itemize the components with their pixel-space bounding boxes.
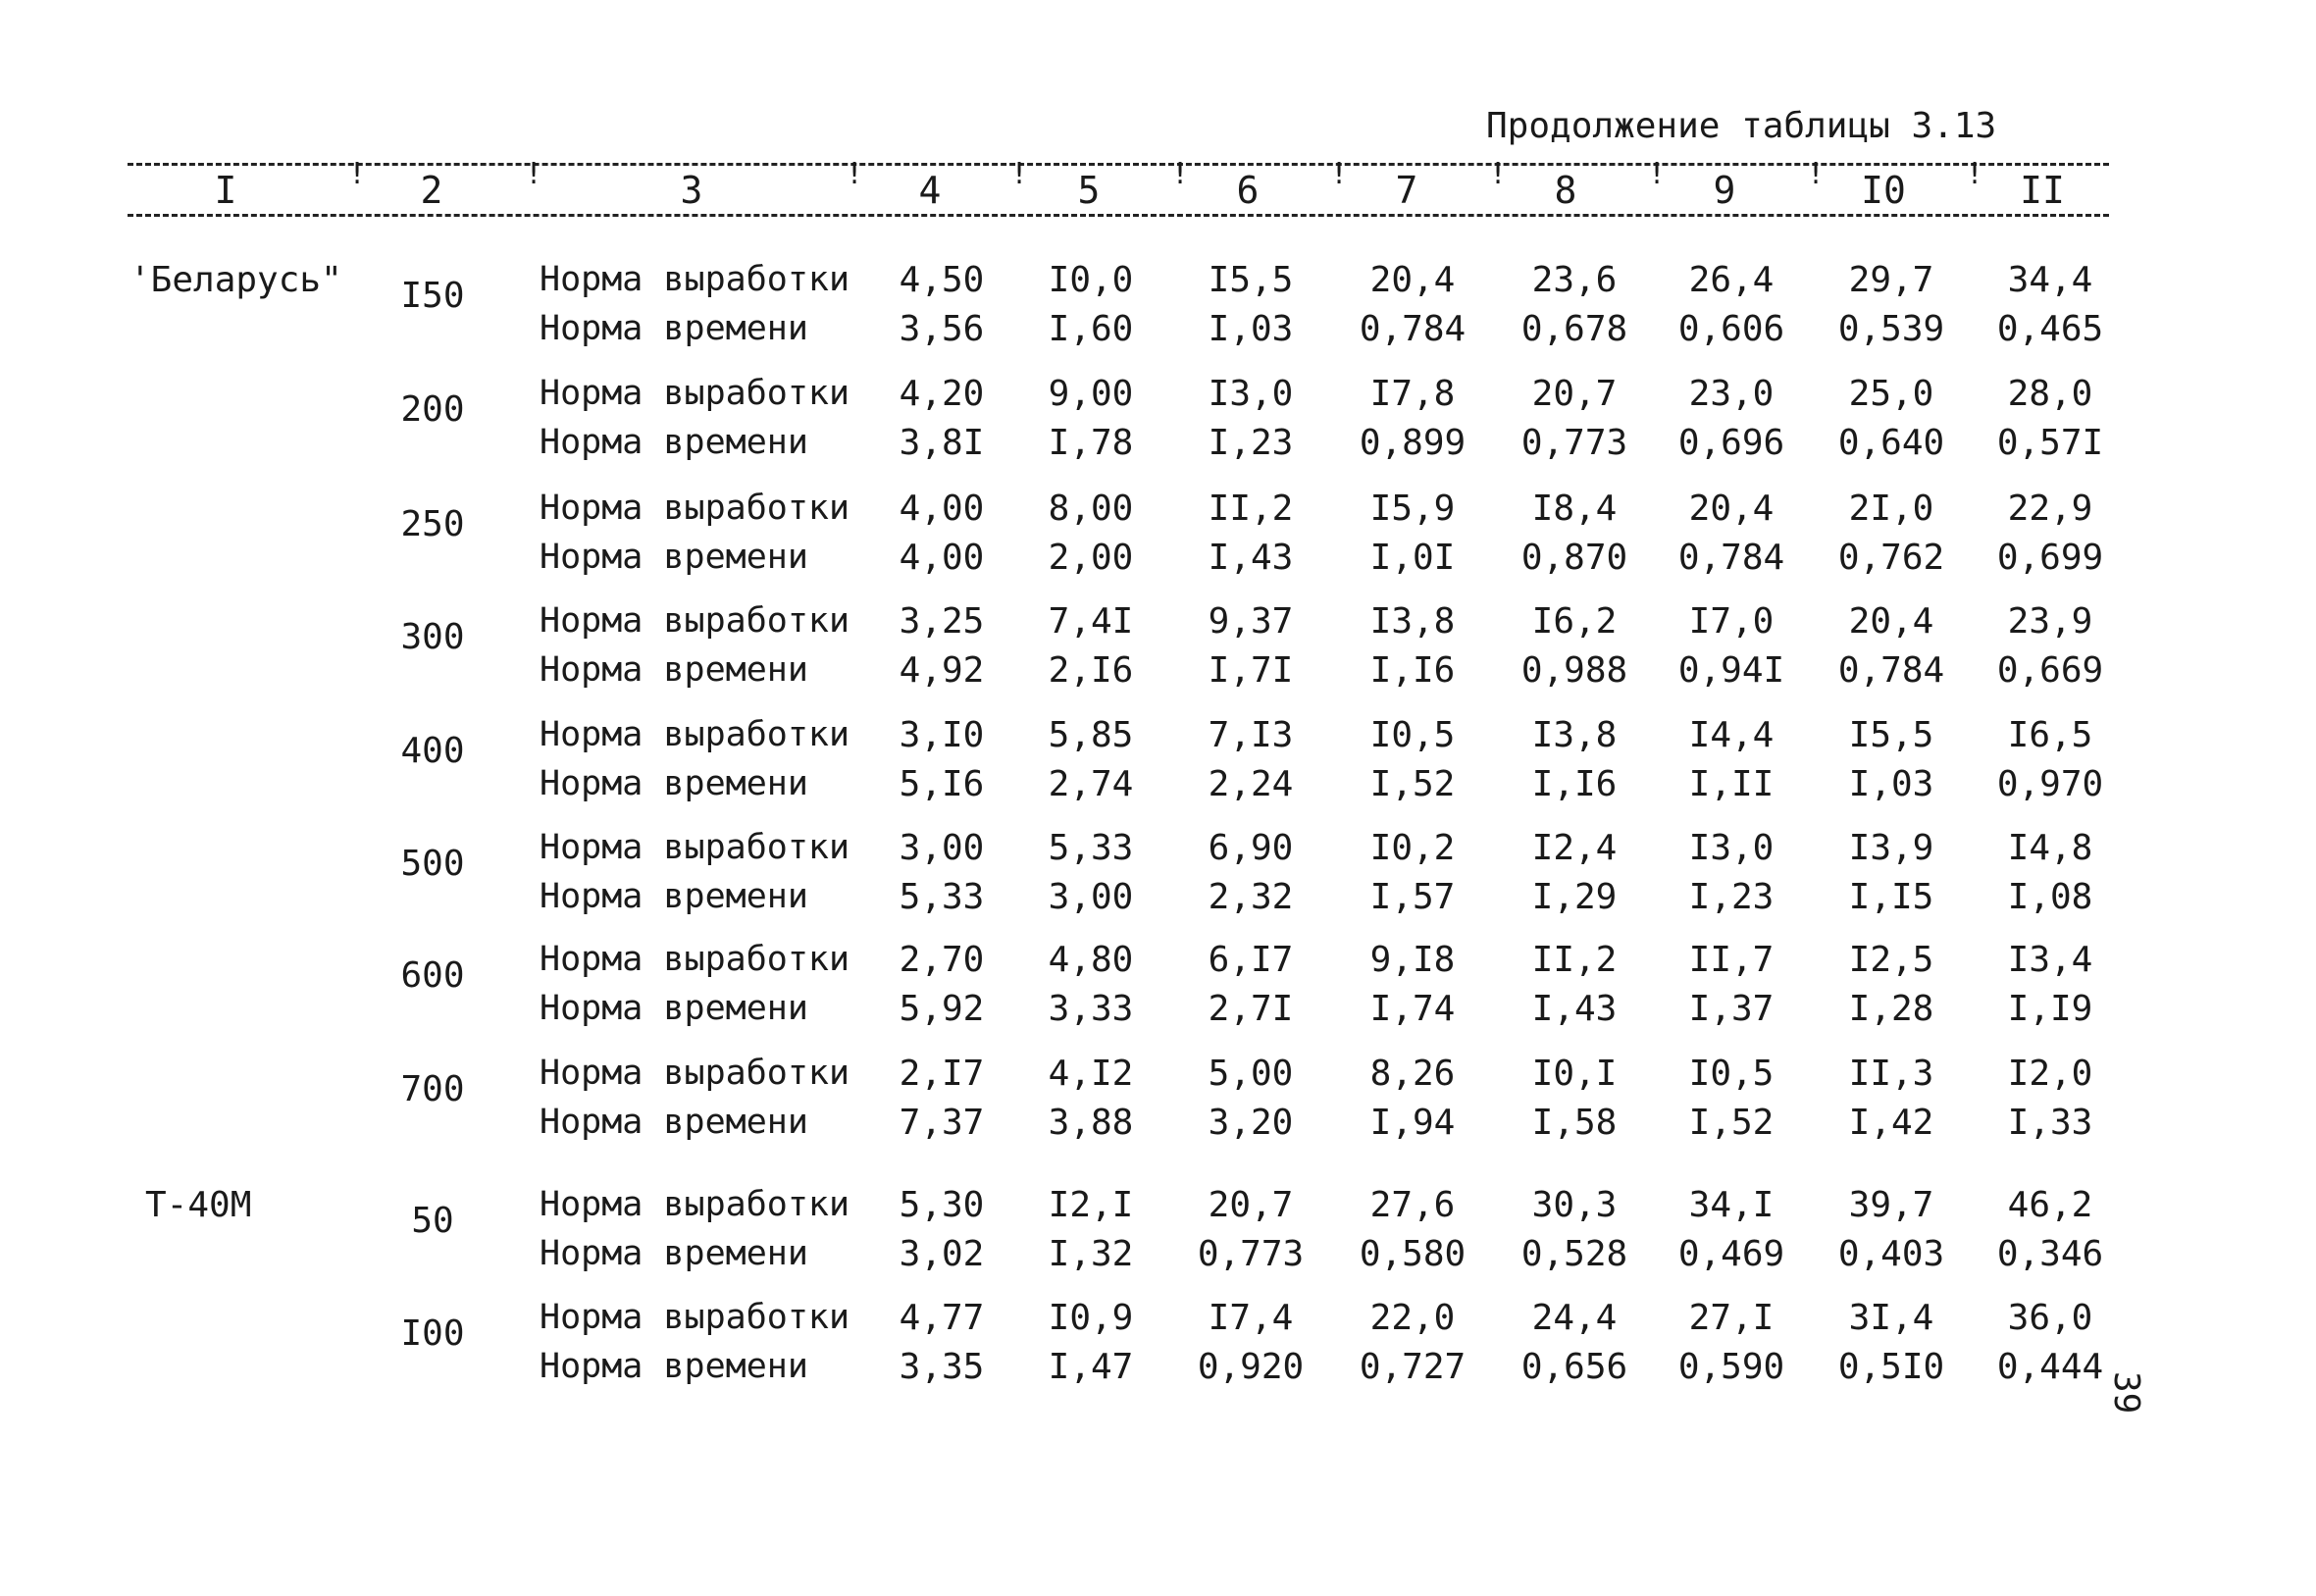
table-cell: I,29 [1531,877,1618,917]
label-output-norm: Норма выработки [540,601,850,641]
table-cell: 3,8I [899,423,985,463]
table-cell: 29,7 [1848,260,1934,300]
machine-name: Т-40М [145,1185,252,1225]
table-cell: 3,20 [1208,1103,1294,1143]
table-cell: 23,6 [1531,260,1618,300]
machine-name: 'Беларусь" [129,260,342,300]
column-divider-8: ! [1648,157,1667,191]
column-header-10: I0 [1861,169,1906,212]
table-cell: 3,88 [1048,1103,1134,1143]
table-cell: 5,I6 [899,764,985,804]
table-cell: 0,580 [1359,1234,1467,1274]
table-cell: I,23 [1208,423,1294,463]
load-value: I50 [400,276,465,316]
table-cell: 9,00 [1048,374,1134,414]
table-cell: I4,4 [1688,715,1775,755]
table-cell: 0,784 [1359,309,1467,349]
table-cell: 20,4 [1688,489,1775,529]
table-cell: 22,0 [1369,1298,1456,1338]
label-time-norm: Норма времени [540,989,808,1028]
table-cell: 0,773 [1520,423,1628,463]
table-cell: I0,0 [1048,260,1134,300]
label-time-norm: Норма времени [540,1347,808,1386]
column-header-7: 7 [1395,169,1418,212]
label-output-norm: Норма выработки [540,828,850,867]
table-cell: 0,346 [1996,1234,2104,1274]
table-cell: I,42 [1848,1103,1934,1143]
label-time-norm: Норма времени [540,423,808,462]
label-output-norm: Норма выработки [540,715,850,754]
table-cell: I,I6 [1531,764,1618,804]
table-cell: I,33 [2007,1103,2093,1143]
header-rule-bottom [128,214,2109,217]
table-cell: I5,9 [1369,489,1456,529]
table-cell: I,43 [1208,538,1294,578]
table-cell: 3,35 [899,1347,985,1387]
table-cell: II,3 [1848,1054,1934,1094]
table-cell: 22,9 [2007,489,2093,529]
table-cell: 0,656 [1520,1347,1628,1387]
column-header-3: 3 [680,169,703,212]
table-cell: 4,00 [899,489,985,529]
label-time-norm: Норма времени [540,877,808,916]
table-cell: 0,640 [1837,423,1945,463]
table-cell: 36,0 [2007,1298,2093,1338]
load-value: 250 [400,504,465,544]
table-cell: I2,0 [2007,1054,2093,1094]
label-time-norm: Норма времени [540,764,808,803]
table-cell: 23,0 [1688,374,1775,414]
table-cell: 6,90 [1208,828,1294,868]
load-value: 600 [400,955,465,996]
table-cell: I,03 [1848,764,1934,804]
table-cell: 24,4 [1531,1298,1618,1338]
table-cell: I0,5 [1369,715,1456,755]
column-header-9: 9 [1713,169,1736,212]
table-cell: 0,784 [1677,538,1785,578]
table-cell: 4,80 [1048,940,1134,980]
table-cell: I3,8 [1369,601,1456,642]
table-cell: I,60 [1048,309,1134,349]
table-cell: 20,7 [1531,374,1618,414]
table-caption: Продолжение таблицы 3.13 [1486,106,1997,146]
label-output-norm: Норма выработки [540,374,850,413]
load-value: I00 [400,1313,465,1354]
table-cell: 0,444 [1996,1347,2104,1387]
table-cell: 34,4 [2007,260,2093,300]
column-divider-3: ! [846,157,864,191]
column-header-5: 5 [1077,169,1101,212]
table-cell: 4,00 [899,538,985,578]
table-cell: 8,26 [1369,1054,1456,1094]
table-cell: 4,92 [899,650,985,691]
table-cell: 0,606 [1677,309,1785,349]
table-cell: 7,37 [899,1103,985,1143]
table-cell: I6,5 [2007,715,2093,755]
table-cell: 0,784 [1837,650,1945,691]
table-cell: 3,I0 [899,715,985,755]
table-cell: I,52 [1369,764,1456,804]
table-cell: 20,4 [1848,601,1934,642]
table-cell: 0,403 [1837,1234,1945,1274]
table-cell: 3,56 [899,309,985,349]
table-cell: 0,696 [1677,423,1785,463]
table-cell: II,7 [1688,940,1775,980]
table-cell: 0,699 [1996,538,2104,578]
table-cell: I7,4 [1208,1298,1294,1338]
table-cell: I6,2 [1531,601,1618,642]
table-cell: 20,7 [1208,1185,1294,1225]
label-output-norm: Норма выработки [540,1298,850,1337]
table-cell: I,I5 [1848,877,1934,917]
table-cell: 2,00 [1048,538,1134,578]
table-cell: 2I,0 [1848,489,1934,529]
table-cell: I,58 [1531,1103,1618,1143]
table-cell: 0,469 [1677,1234,1785,1274]
column-divider-6: ! [1330,157,1349,191]
table-cell: I,37 [1688,989,1775,1029]
table-cell: 0,899 [1359,423,1467,463]
table-cell: 3I,4 [1848,1298,1934,1338]
column-header-6: 6 [1236,169,1260,212]
table-cell: 5,33 [899,877,985,917]
table-cell: 7,I3 [1208,715,1294,755]
table-cell: 9,I8 [1369,940,1456,980]
page-number: 39 [2106,1371,2146,1415]
table-cell: 4,77 [899,1298,985,1338]
table-cell: 20,4 [1369,260,1456,300]
table-cell: I,7I [1208,650,1294,691]
table-cell: I,52 [1688,1103,1775,1143]
table-cell: I,47 [1048,1347,1134,1387]
table-cell: 23,9 [2007,601,2093,642]
table-cell: I3,9 [1848,828,1934,868]
table-cell: 3,02 [899,1234,985,1274]
table-cell: 0,590 [1677,1347,1785,1387]
table-cell: 0,528 [1520,1234,1628,1274]
table-cell: 5,30 [899,1185,985,1225]
table-cell: I7,0 [1688,601,1775,642]
table-cell: 0,678 [1520,309,1628,349]
table-cell: 39,7 [1848,1185,1934,1225]
table-cell: 2,74 [1048,764,1134,804]
label-time-norm: Норма времени [540,650,808,690]
table-cell: 27,6 [1369,1185,1456,1225]
table-cell: I,I6 [1369,650,1456,691]
table-cell: 3,00 [1048,877,1134,917]
table-cell: 0,465 [1996,309,2104,349]
label-output-norm: Норма выработки [540,489,850,528]
table-cell: I,I9 [2007,989,2093,1029]
table-cell: I,32 [1048,1234,1134,1274]
table-cell: 34,I [1688,1185,1775,1225]
table-cell: 5,92 [899,989,985,1029]
table-cell: I2,4 [1531,828,1618,868]
table-cell: 5,33 [1048,828,1134,868]
table-cell: I,0I [1369,538,1456,578]
table-cell: I,43 [1531,989,1618,1029]
table-cell: II,2 [1531,940,1618,980]
load-value: 700 [400,1069,465,1109]
load-value: 200 [400,389,465,430]
column-header-4: 4 [918,169,942,212]
table-cell: I3,8 [1531,715,1618,755]
table-cell: I,74 [1369,989,1456,1029]
column-divider-2: ! [525,157,543,191]
table-cell: 0,773 [1197,1234,1305,1274]
table-cell: 2,I6 [1048,650,1134,691]
table-cell: 3,25 [899,601,985,642]
table-cell: II,2 [1208,489,1294,529]
table-cell: 0,920 [1197,1347,1305,1387]
table-cell: I,57 [1369,877,1456,917]
label-output-norm: Норма выработки [540,1054,850,1093]
table-cell: I0,2 [1369,828,1456,868]
table-cell: 0,970 [1996,764,2104,804]
table-cell: 0,870 [1520,538,1628,578]
column-header-11: II [2020,169,2065,212]
table-cell: I5,5 [1848,715,1934,755]
table-cell: I,23 [1688,877,1775,917]
table-cell: 4,20 [899,374,985,414]
table-cell: I8,4 [1531,489,1618,529]
table-cell: 3,33 [1048,989,1134,1029]
table-cell: 0,57I [1996,423,2104,463]
table-cell: 5,00 [1208,1054,1294,1094]
table-cell: 4,I2 [1048,1054,1134,1094]
table-cell: 3,00 [899,828,985,868]
table-cell: 27,I [1688,1298,1775,1338]
table-cell: 0,94I [1677,650,1785,691]
table-cell: I2,I [1048,1185,1134,1225]
table-cell: 2,70 [899,940,985,980]
table-cell: I,II [1688,764,1775,804]
column-header-2: 2 [420,169,443,212]
table-cell: 2,I7 [899,1054,985,1094]
table-cell: I,28 [1848,989,1934,1029]
table-cell: 4,50 [899,260,985,300]
column-divider-4: ! [1010,157,1029,191]
load-value: 400 [400,731,465,771]
table-cell: 2,24 [1208,764,1294,804]
load-value: 50 [411,1201,454,1241]
table-cell: I2,5 [1848,940,1934,980]
label-time-norm: Норма времени [540,1234,808,1273]
label-output-norm: Норма выработки [540,260,850,299]
table-cell: I,94 [1369,1103,1456,1143]
column-divider-5: ! [1171,157,1190,191]
table-cell: I0,I [1531,1054,1618,1094]
table-cell: 0,988 [1520,650,1628,691]
table-cell: I0,9 [1048,1298,1134,1338]
table-cell: I3,4 [2007,940,2093,980]
table-cell: 46,2 [2007,1185,2093,1225]
table-cell: I4,8 [2007,828,2093,868]
table-cell: 8,00 [1048,489,1134,529]
table-cell: 26,4 [1688,260,1775,300]
column-header-1: I [214,169,237,212]
table-cell: I,03 [1208,309,1294,349]
table-cell: 30,3 [1531,1185,1618,1225]
load-value: 300 [400,617,465,657]
column-divider-10: ! [1966,157,1984,191]
table-cell: I0,5 [1688,1054,1775,1094]
table-cell: 28,0 [2007,374,2093,414]
table-cell: I5,5 [1208,260,1294,300]
table-cell: 9,37 [1208,601,1294,642]
table-cell: I,08 [2007,877,2093,917]
table-cell: 0,762 [1837,538,1945,578]
load-value: 500 [400,844,465,884]
table-cell: I3,0 [1688,828,1775,868]
table-cell: 0,5I0 [1837,1347,1945,1387]
label-time-norm: Норма времени [540,538,808,577]
column-divider-9: ! [1807,157,1826,191]
label-output-norm: Норма выработки [540,1185,850,1224]
column-divider-7: ! [1489,157,1508,191]
label-time-norm: Норма времени [540,309,808,348]
table-cell: I7,8 [1369,374,1456,414]
table-cell: 5,85 [1048,715,1134,755]
column-header-8: 8 [1554,169,1577,212]
table-cell: I,78 [1048,423,1134,463]
table-cell: 2,7I [1208,989,1294,1029]
table-cell: 0,539 [1837,309,1945,349]
table-cell: 2,32 [1208,877,1294,917]
table-cell: 0,727 [1359,1347,1467,1387]
table-cell: 7,4I [1048,601,1134,642]
label-time-norm: Норма времени [540,1103,808,1142]
table-cell: 0,669 [1996,650,2104,691]
column-divider-1: ! [348,157,367,191]
label-output-norm: Норма выработки [540,940,850,979]
table-cell: I3,0 [1208,374,1294,414]
table-cell: 25,0 [1848,374,1934,414]
table-cell: 6,I7 [1208,940,1294,980]
